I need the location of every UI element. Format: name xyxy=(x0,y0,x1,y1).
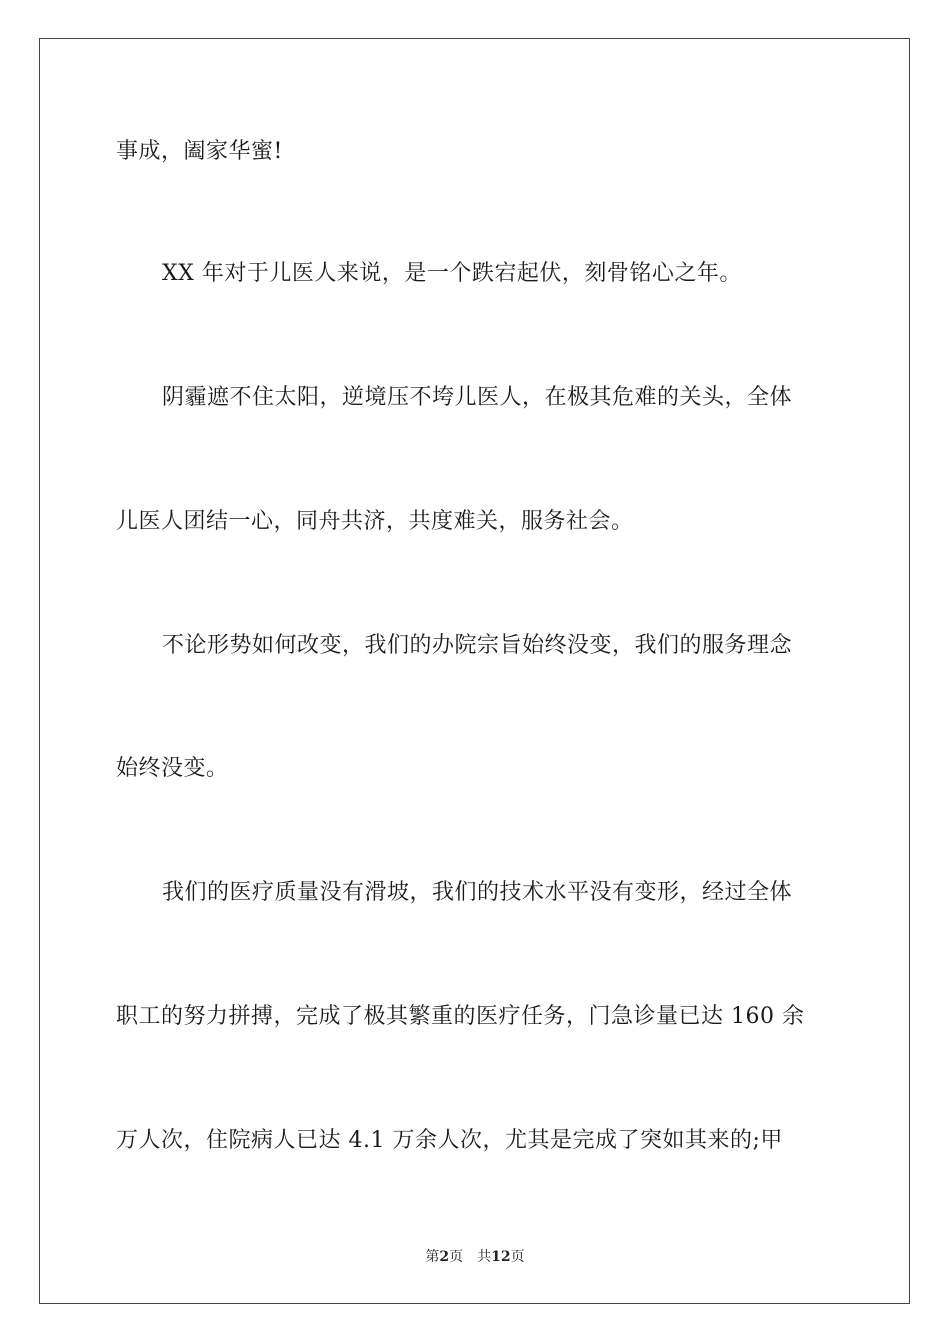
page-total: 12 xyxy=(491,1249,511,1265)
paragraph-line: 万人次，住院病人已达 4.1 万余人次，尤其是完成了突如其来的;甲 xyxy=(116,1128,783,1153)
page-border xyxy=(39,38,910,1304)
page-prefix: 第 xyxy=(425,1249,440,1265)
paragraph-line: 职工的努力拼搏，完成了极其繁重的医疗任务，门急诊量已达 160 余 xyxy=(116,1004,805,1029)
paragraph-line: 我们的医疗质量没有滑坡，我们的技术水平没有变形，经过全体 xyxy=(162,880,793,905)
total-suffix: 页 xyxy=(510,1249,525,1265)
paragraph-line: 不论形势如何改变，我们的办院宗旨始终没变，我们的服务理念 xyxy=(162,633,793,658)
paragraph-line: 儿医人团结一心，同舟共济，共度难关，服务社会。 xyxy=(116,509,634,534)
paragraph-line: 事成，阖家华蜜! xyxy=(116,139,283,164)
page-suffix: 页 xyxy=(449,1249,464,1265)
page-footer xyxy=(0,1248,950,1266)
page-current: 2 xyxy=(439,1249,450,1265)
paragraph-line: XX 年对于儿医人来说，是一个跌宕起伏，刻骨铭心之年。 xyxy=(162,261,742,286)
paragraph-line: 始终没变。 xyxy=(116,756,229,781)
total-prefix: 共 xyxy=(477,1249,492,1265)
paragraph-line: 阴霾遮不住太阳，逆境压不垮儿医人，在极其危难的关头，全体 xyxy=(162,385,793,410)
